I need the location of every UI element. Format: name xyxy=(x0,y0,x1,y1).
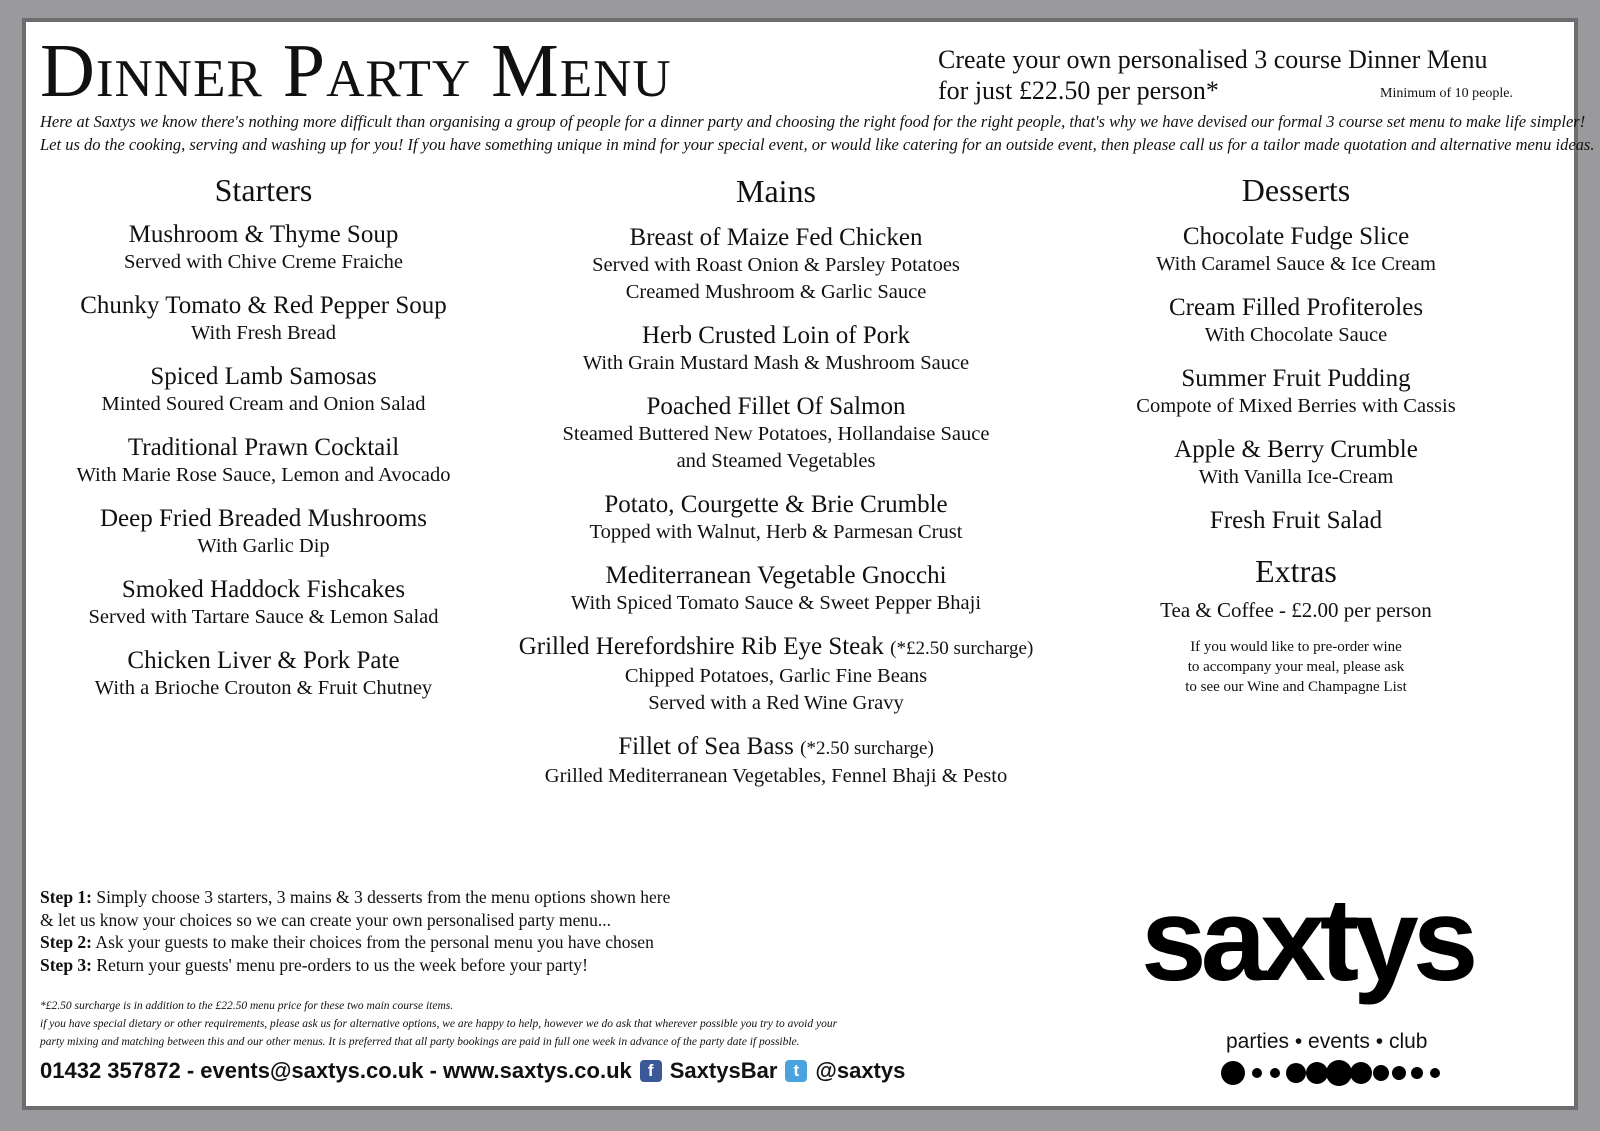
list-item xyxy=(26,505,501,560)
list-item xyxy=(1056,507,1536,535)
dish-name: Chunky Tomato & Red Pepper Soup xyxy=(80,292,447,319)
saxtys-logo: saxtys xyxy=(1141,874,1473,1006)
list-item xyxy=(1056,436,1536,491)
step-label: Step 1: xyxy=(40,887,93,907)
minimum-note: Minimum of 10 people. xyxy=(1380,86,1513,101)
desserts-column xyxy=(1056,172,1536,697)
wine-note xyxy=(1056,637,1536,697)
dish-name: Spiced Lamb Samosas xyxy=(150,363,377,390)
steps xyxy=(40,886,670,976)
step-3 xyxy=(40,954,670,977)
dish-desc: and Steamed Vegetables xyxy=(676,450,876,472)
step-1 xyxy=(40,886,670,909)
step-text: Ask your guests to make their choices from the personal menu you have chosen xyxy=(92,932,654,952)
dish-name: Smoked Haddock Fishcakes xyxy=(121,576,406,603)
dish-desc: Compote of Mixed Berries with Cassis xyxy=(1136,395,1456,417)
dish-name: Mushroom & Thyme Soup xyxy=(128,221,399,248)
dish-desc: Grilled Mediterranean Vegetables, Fennel Bhaji & Pesto xyxy=(544,765,1008,787)
dish-name: Cream Filled Profiteroles xyxy=(1168,294,1424,321)
dish-desc: With Garlic Dip xyxy=(197,535,330,557)
list-item xyxy=(26,647,501,702)
list-item xyxy=(26,292,501,347)
starters-column xyxy=(26,172,501,702)
list-item xyxy=(26,221,501,276)
dish-desc: Steamed Buttered New Potatoes, Hollandaise Sauce xyxy=(562,423,990,445)
dish-desc: Chipped Potatoes, Garlic Fine Beans xyxy=(624,665,928,687)
dish-name: Herb Crusted Loin of Pork xyxy=(641,322,911,349)
dish-name: Mediterranean Vegetable Gnocchi xyxy=(605,562,947,589)
fine-print-line: if you have special dietary or other requirements, please ask us for alternative options, we are happy to help, however we do ask that wherever possible you try to avoid your xyxy=(40,1018,838,1030)
list-item xyxy=(1056,223,1536,278)
step-1-cont: & let us know your choices so we can create your own personalised party menu... xyxy=(40,909,612,930)
step-2 xyxy=(40,931,670,954)
starters-heading: Starters xyxy=(214,172,313,208)
dish-name: Potato, Courgette & Brie Crumble xyxy=(604,491,948,518)
dish-desc: With Grain Mustard Mash & Mushroom Sauce xyxy=(582,352,970,374)
dish-desc: With Chocolate Sauce xyxy=(1204,324,1388,346)
dish-desc: With Caramel Sauce & Ice Cream xyxy=(1156,253,1436,275)
list-item xyxy=(501,562,1051,617)
list-item xyxy=(501,733,1051,790)
dish-desc: With Spiced Tomato Sauce & Sweet Pepper Bhaji xyxy=(570,592,982,614)
wine-note-line: to accompany your meal, please ask xyxy=(1187,659,1405,675)
list-item xyxy=(26,363,501,418)
mains-heading: Mains xyxy=(736,173,816,209)
intro-text xyxy=(40,110,1595,156)
fine-print-line: party mixing and matching between this and our other menus. It is preferred that all party bookings are paid in full one week in advance of the party date if possible. xyxy=(40,1036,800,1048)
dish-name-text: Fillet of Sea Bass xyxy=(618,733,794,760)
dish-name: Chocolate Fudge Slice xyxy=(1182,223,1410,250)
list-item xyxy=(501,224,1051,306)
surcharge-note: (*2.50 surcharge) xyxy=(800,738,934,759)
dish-name: Chicken Liver & Pork Pate xyxy=(127,647,400,674)
intro-line-2: Let us do the cooking, serving and washing up for you! If you have something unique in mind for your special event, or would like catering for an outside event, then please call us for a tailor made quotation and alternative menu ideas. xyxy=(40,135,1595,154)
extras-heading: Extras xyxy=(1255,553,1337,589)
tea-coffee-price: Tea & Coffee - £2.00 per person xyxy=(1160,598,1432,622)
step-label: Step 3: xyxy=(40,954,93,975)
dish-name: Fresh Fruit Salad xyxy=(1209,507,1383,534)
intro-line-1: Here at Saxtys we know there's nothing more difficult than organising a group of people for a dinner party and choosing the right food for the right people, that's why we have devised our formal 3 course set menu to make life simpler! xyxy=(40,112,1586,131)
desserts-heading: Desserts xyxy=(1241,172,1351,208)
surcharge-note: (*£2.50 surcharge) xyxy=(890,638,1034,659)
step-text: Return your guests' menu pre-orders to us the week before your party! xyxy=(92,954,588,975)
list-item xyxy=(501,393,1051,475)
dish-desc: With a Brioche Crouton & Fruit Chutney xyxy=(94,677,433,699)
dish-name: Summer Fruit Pudding xyxy=(1181,365,1411,392)
page-title: Dinner Party Menu xyxy=(40,29,672,113)
dish-desc: With Vanilla Ice-Cream xyxy=(1198,466,1394,488)
list-item xyxy=(501,322,1051,377)
list-item xyxy=(26,576,501,631)
dish-desc: Served with Tartare Sauce & Lemon Salad xyxy=(88,606,439,628)
dish-desc: Topped with Walnut, Herb & Parmesan Crust xyxy=(589,521,963,543)
dish-name: Deep Fried Breaded Mushrooms xyxy=(99,505,427,532)
list-item xyxy=(501,633,1051,717)
list-item xyxy=(26,434,501,489)
promo-line-2: for just £22.50 per person* xyxy=(938,76,1219,105)
facebook-handle: SaxtysBar xyxy=(669,1058,778,1083)
dish-name: Traditional Prawn Cocktail xyxy=(127,434,400,461)
dish-name xyxy=(501,633,1051,663)
dish-name: Apple & Berry Crumble xyxy=(1174,436,1418,463)
dish-desc: With Marie Rose Sauce, Lemon and Avocado xyxy=(76,464,451,486)
contact-details: 01432 357872 - events@saxtys.co.uk - www.saxtys.co.uk xyxy=(40,1058,632,1083)
dish-desc: Minted Soured Cream and Onion Salad xyxy=(101,393,426,415)
fine-print xyxy=(40,997,837,1051)
promo-line-1: Create your own personalised 3 course Dinner Menu xyxy=(938,45,1488,74)
logo-dots-icon xyxy=(1221,1058,1451,1088)
dish-desc: Served with a Red Wine Gravy xyxy=(648,692,904,714)
list-item xyxy=(1056,294,1536,349)
dish-name: Breast of Maize Fed Chicken xyxy=(629,224,923,251)
step-label: Step 2: xyxy=(40,932,93,952)
list-item xyxy=(501,491,1051,546)
wine-note-line: to see our Wine and Champagne List xyxy=(1185,679,1407,695)
dish-desc: Served with Roast Onion & Parsley Potatoes xyxy=(592,254,960,276)
dish-desc: With Fresh Bread xyxy=(191,322,336,344)
wine-note-line: If you would like to pre-order wine xyxy=(1190,639,1402,655)
twitter-handle: @saxtys xyxy=(815,1058,906,1083)
mains-column xyxy=(501,173,1051,790)
dish-name xyxy=(501,733,1051,763)
dish-desc: Creamed Mushroom & Garlic Sauce xyxy=(625,281,927,303)
contact-bar xyxy=(40,1058,905,1084)
step-text: Simply choose 3 starters, 3 mains & 3 desserts from the menu options shown here xyxy=(92,887,671,907)
twitter-icon: t xyxy=(785,1060,807,1082)
dish-name: Poached Fillet Of Salmon xyxy=(646,393,906,420)
dish-name-text: Grilled Herefordshire Rib Eye Steak xyxy=(518,633,884,660)
fine-print-line: *£2.50 surcharge is in addition to the £22.50 menu price for these two main course items. xyxy=(40,1000,454,1012)
facebook-icon: f xyxy=(640,1060,662,1082)
logo-tagline: parties • events • club xyxy=(1226,1030,1428,1053)
list-item xyxy=(1056,365,1536,420)
dish-desc: Served with Chive Creme Fraiche xyxy=(124,251,403,273)
menu-card xyxy=(22,18,1595,1110)
